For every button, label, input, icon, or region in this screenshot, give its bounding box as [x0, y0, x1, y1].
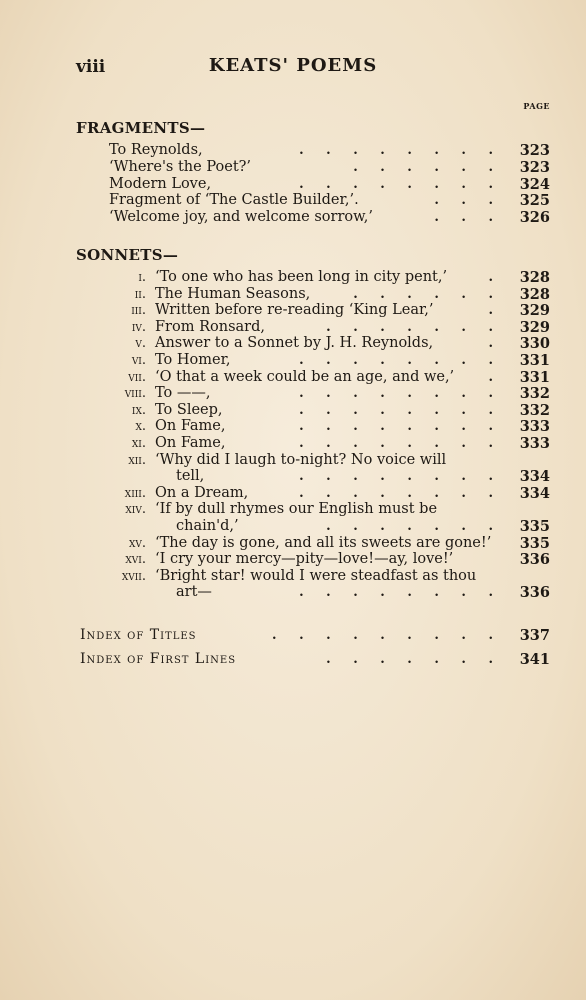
entry-title: To ——, — [155, 385, 211, 402]
leader-dots: . . . . . . . . — [299, 436, 502, 451]
leader-dots: . . . . . . . . — [299, 469, 502, 485]
entry-title: ‘Where's the Poet?’ — [109, 158, 252, 175]
page-reference: 323 — [519, 142, 550, 159]
leader-dots: . . . . . . . . — [299, 419, 502, 435]
sonnet-numeral: xvii. — [121, 568, 146, 584]
entry-title: ‘If by dull rhymes our English must be — [155, 501, 438, 518]
entry-title: ‘The day is gone, and all its sweets are gone!’ — [155, 534, 492, 551]
sonnet-entry — [0, 568, 586, 585]
page-reference: 332 — [519, 401, 550, 419]
entry-title: ‘O that a week could be an age, and we,’ — [155, 368, 455, 385]
sonnet-entry — [0, 302, 586, 319]
sonnet-numeral: xi. — [131, 436, 146, 451]
leader-dots: . — [488, 270, 502, 285]
sonnet-entry-continuation — [0, 518, 586, 535]
entry-title: chain'd,’ — [176, 518, 239, 534]
leader-dots: . . . — [434, 210, 502, 226]
leader-dots: . . . . . . . . . — [272, 628, 502, 643]
sonnet-entry-continuation — [0, 468, 586, 485]
leader-dots: . — [488, 336, 502, 352]
entry-title: Written before re-reading ‘King Lear,’ — [155, 302, 434, 319]
sonnet-numeral: xii. — [128, 452, 146, 468]
entry-title: ‘Welcome joy, and welcome sorrow,’ — [109, 209, 374, 226]
sonnet-entry — [0, 369, 586, 386]
fragment-entry — [0, 142, 586, 159]
entry-title: On a Dream, — [155, 484, 249, 501]
sonnets-heading: SONNETS— — [76, 246, 179, 264]
entry-title: ‘Why did I laugh to-night? No voice will — [155, 451, 447, 468]
page-reference: 334 — [519, 484, 550, 502]
leader-dots: . . . . . . . . — [299, 176, 502, 192]
leader-dots: . . . . . . . . — [299, 585, 502, 601]
index-entry — [0, 651, 586, 668]
page-reference: 333 — [519, 435, 550, 452]
entry-title: ‘To one who has been long in city pent,’ — [155, 269, 448, 285]
page-reference: 332 — [519, 385, 550, 403]
entry-title: To Homer, — [155, 352, 231, 368]
leader-dots: . . . . . . . — [326, 319, 502, 335]
page-reference: 335 — [519, 518, 550, 535]
page-reference: 329 — [519, 318, 550, 336]
page-reference: 337 — [519, 627, 550, 644]
page-reference: 331 — [519, 352, 550, 369]
sonnet-entry — [0, 352, 586, 369]
sonnet-numeral: ix. — [131, 402, 146, 418]
sonnet-numeral: xv. — [128, 535, 146, 551]
running-head: KEATS' POEMS — [208, 55, 378, 76]
page-reference: 336 — [519, 551, 550, 569]
leader-dots: . . . . . . — [353, 159, 502, 175]
leader-dots: . — [488, 303, 502, 319]
entry-title: Answer to a Sonnet by J. H. Reynolds, — [155, 335, 434, 352]
fragment-entry — [0, 176, 586, 193]
sonnet-numeral: xvi. — [125, 552, 146, 568]
sonnet-entry — [0, 485, 586, 502]
page-reference: 331 — [519, 368, 550, 386]
page-reference: 328 — [519, 269, 550, 286]
entry-title: Modern Love, — [109, 175, 212, 192]
fragment-entry — [0, 209, 586, 226]
sonnet-entry — [0, 452, 586, 469]
sonnet-entry — [0, 435, 586, 452]
sonnet-entry-continuation — [0, 584, 586, 601]
page-number: viii — [76, 57, 106, 77]
sonnet-numeral: xiii. — [124, 485, 146, 501]
sonnet-entry — [0, 551, 586, 568]
page-reference: 334 — [519, 468, 550, 486]
sonnet-numeral: viii. — [124, 386, 146, 402]
sonnet-entry — [0, 335, 586, 352]
entry-title: The Human Seasons, — [155, 285, 311, 302]
page-reference: 341 — [519, 651, 550, 668]
sonnet-numeral: vi. — [131, 353, 146, 368]
leader-dots: . . . — [434, 193, 502, 209]
page-reference: 323 — [519, 158, 550, 176]
sonnet-numeral: vii. — [128, 369, 146, 385]
page-reference: 335 — [519, 534, 550, 552]
sonnet-numeral: x. — [135, 419, 146, 435]
entry-title: From Ronsard, — [155, 318, 265, 335]
page-reference: 325 — [519, 192, 550, 210]
sonnet-entry — [0, 535, 586, 552]
fragment-entry — [0, 159, 586, 176]
leader-dots: . . . . . . — [353, 286, 502, 302]
leader-dots: . . . . . . . . — [299, 485, 502, 501]
sonnet-entry — [0, 385, 586, 402]
sonnet-numeral: ii. — [134, 286, 146, 302]
entry-title: Fragment of ‘The Castle Builder,’. — [109, 192, 359, 209]
index-entry — [0, 627, 586, 644]
sonnet-numeral: iv. — [131, 319, 146, 335]
sonnet-entry — [0, 286, 586, 303]
sonnet-entry — [0, 418, 586, 435]
page-reference: 330 — [519, 335, 550, 353]
page-reference: 329 — [519, 302, 550, 320]
entry-title: On Fame, — [155, 418, 226, 435]
sonnet-entry — [0, 319, 586, 336]
page-reference: 326 — [519, 209, 550, 227]
page-column-label: PAGE — [523, 101, 550, 111]
leader-dots: . . . . . . . . — [299, 386, 502, 402]
page-reference: 336 — [519, 584, 550, 602]
entry-title: ‘Bright star! would I were steadfast as thou — [155, 567, 477, 584]
sonnet-entry — [0, 501, 586, 518]
entry-title: tell, — [176, 468, 205, 485]
leader-dots: . . . . . . . — [326, 652, 502, 667]
leader-dots: . . . . . . . . — [299, 143, 502, 158]
entry-title: ‘I cry your mercy—pity—love!—ay, love!’ — [155, 551, 454, 568]
sonnet-entry — [0, 269, 586, 286]
entry-title: To Reynolds, — [109, 142, 203, 158]
leader-dots: . . . . . . . . — [299, 402, 502, 418]
leader-dots: . . . . . . . — [326, 519, 502, 534]
leader-dots: . — [488, 369, 502, 385]
entry-title: Index of First Lines — [80, 651, 237, 667]
fragments-heading: FRAGMENTS— — [76, 119, 206, 137]
sonnet-entry — [0, 402, 586, 419]
sonnet-numeral: iii. — [131, 303, 146, 319]
sonnet-numeral: v. — [135, 336, 146, 352]
entry-title: To Sleep, — [155, 401, 223, 418]
fragment-entry — [0, 192, 586, 209]
entry-title: art— — [176, 584, 212, 601]
page-reference: 333 — [519, 418, 550, 436]
page-reference: 328 — [519, 285, 550, 303]
page-reference: 324 — [519, 175, 550, 193]
entry-title: On Fame, — [155, 435, 226, 451]
sonnet-numeral: i. — [138, 270, 146, 285]
sonnet-numeral: xiv. — [125, 502, 146, 518]
leader-dots: . . . . . . . . — [299, 353, 502, 368]
entry-title: Index of Titles — [80, 627, 197, 643]
